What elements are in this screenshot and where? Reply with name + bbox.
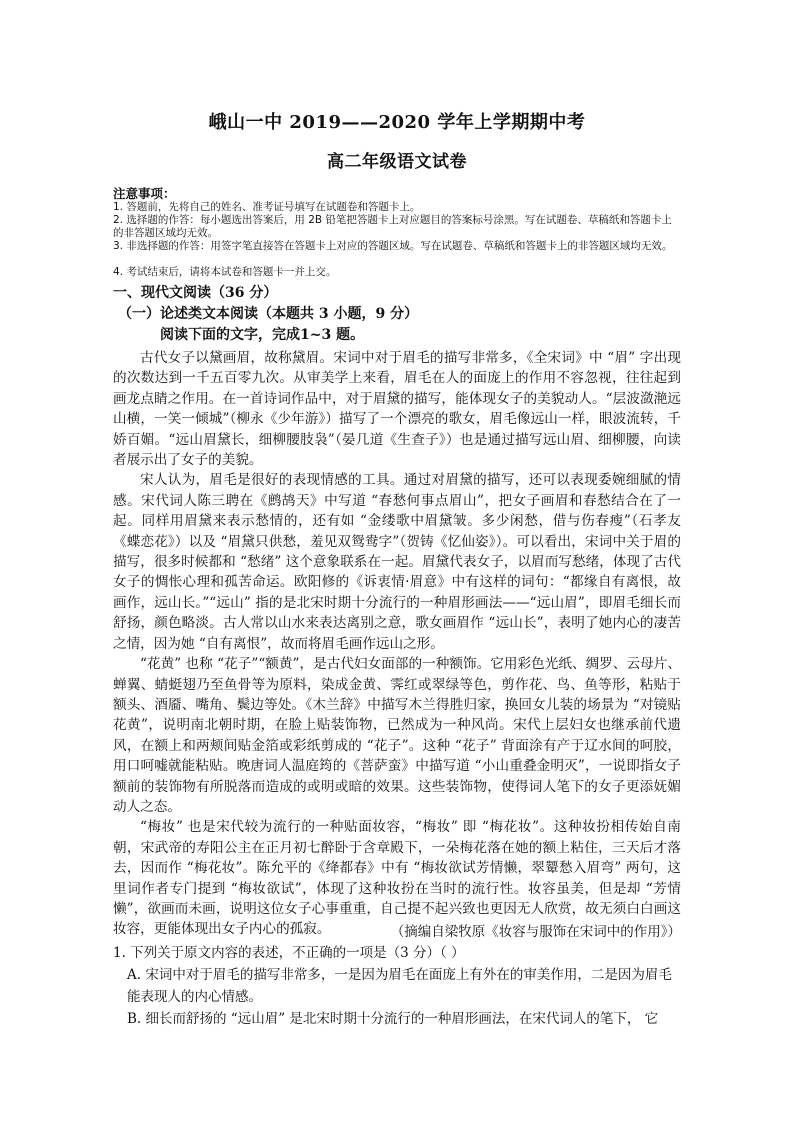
question-1-option-a: A. 宋词中对于眉毛的描写非常多，一是因为眉毛在面庞上有外在的审美作用，二是因为眉毛能表现人的内心情感。 — [127, 967, 672, 1005]
exam-subtitle: 高二年级语文试卷 — [327, 152, 467, 172]
reading-instruction: 阅读下面的文字，完成1~3 题。 — [160, 327, 365, 343]
article-paragraph-3: “花黄” 也称 “花子”“额黄”，是古代妇女面部的一种额饰。它用彩色光纸、绸罗、云母片、蝉翼、蜻蜓翅乃至鱼骨等为原料，染成金黄、霁红或翠绿等色，剪作花、鸟、鱼等形，粘贴于额头、酒靥、嘴角、鬓边等处。《木兰辞》中描写木兰得胜归家，换回女儿装的场景为 “对镜贴花黄”，说明南北朝时期，在脸上贴装饰物，已然成为一种风尚。宋代上层妇女也继承前代遗风，在额上和两颊间贴金箔或彩纸剪成的 “花子”。这种 “花子” 背面涂有产于辽水间的呵胶，用口呵嘘就能粘贴。晚唐词人温庭筠的《菩萨蛮》中描写道 “小山重叠金明灭”，一说即指女子额前的装饰物有所脱落而造成的或明或暗的效果。这些装饰物，使得词人笔下的女子更添妩媚动人之态。 — [113, 656, 681, 815]
article-paragraph-1: 古代女子以黛画眉，故称黛眉。宋词中对于眉毛的描写非常多，《全宋词》中 “眉” 字出现的次数达到一千五百零九次。从审美学上来看，眉毛在人的面庞上的作用不容忽视，往往起到画龙点睛之作用。在一首诗词作品中，对于眉黛的描写，能体现女子的美貌动人。“层波潋滟远山横，一笑一倾城”（柳永《少年游》）描写了一个漂亮的歌女，眉毛像远山一样，眼波流转，千娇百媚。“远山眉黛长，细柳腰肢袅”（晏几道《生查子》）也是通过描写远山眉、细柳腰，向读者展示出了女子的美貌。 — [113, 350, 681, 469]
notice-heading: 注意事项： — [113, 186, 176, 201]
article-source: （摘编自梁牧原《妆容与服饰在宋词中的作用》） — [390, 924, 681, 940]
article-paragraph-2: 宋人认为，眉毛是很好的表现情感的工具。通过对眉黛的描写，还可以表现委婉细腻的情感。宋代词人陈三聘在《鹧鸪天》中写道 “春愁何事点眉山”，把女子画眉和春愁结合在了一起。同样用眉黛来表示愁情的，还有如 “金缕歌中眉黛皱。多少闲愁，借与伤春瘦”（石孝友《蝶恋花》）以及 “眉黛只供愁，羞见双鸳鸯字”（贺铸《忆仙姿》）。可以看出，宋词中关于眉的描写，很多时候都和 “愁绪” 这个意象联系在一起。眉黛代表女子，以眉而写愁绪，体现了古代女子的惆怅心理和孤苦命运。欧阳修的《诉衷情·眉意》中有这样的词句：“都缘自有离恨，故画作，远山长。”“远山” 指的是北宋时期十分流行的一种眉形画法——“远山眉”，即眉毛细长而舒扬，颜色略淡。古人常以山水来表达离别之意，歌女画眉作 “远山长”，表明了她内心的凄苦之情，因为她 “自有离恨”，故而将眉毛画作远山之形。 — [113, 472, 681, 652]
question-1-option-b: B. 细长而舒扬的 “远山眉” 是北宋时期十分流行的一种眉形画法，在宋代词人的笔下， 它 — [127, 1011, 659, 1027]
question-1-stem: 1. 下列关于原文内容的表述，不正确的一项是（3 分）（ ） — [113, 945, 465, 961]
notice-item-1: 1. 答题前，先将自己的姓名、准考证号填写在试题卷和答题卡上。 — [113, 201, 421, 213]
article-body — [113, 348, 681, 940]
notice-item-2: 2. 选择题的作答：每小题选出答案后，用 2B 铅笔把答题卡上对应题目的答案标号涂黑。写在试题卷、草稿纸和答题卡上的非答题区域均无效。 — [113, 214, 672, 239]
notice-item-4: 4. 考试结束后，请将本试卷和答题卡一并上交。 — [113, 266, 337, 278]
notice-item-3: 3. 非选择题的作答：用签字笔直接答在答题卡上对应的答题区域。写在试题卷、草稿纸和答题卡上的非答题区域均无效。 — [113, 240, 673, 252]
article-paragraph-4: “梅妆” 也是宋代较为流行的一种贴面妆容，“梅妆” 即 “梅花妆”。这种妆扮相传始自南朝，宋武帝的寿阳公主在正月初七醉卧于含章殿下，一朵梅花落在她的额上粘住，三天后才落去，因而作 “梅花妆”。陈允平的《绛都春》中有 “梅妆欲试芳情懒，翠颦愁入眉弯” 两句，这里词作者专门提到 “梅妆欲试”，体现了这种妆扮在当时的流行性。妆容虽美，但是却 “芳情懒”，欲画而未画，说明这位女子心事重重，自己提不起兴致也更因无人欣赏，故无须白白画这妆容，更能体现出女子内心的孤寂。 — [113, 819, 681, 938]
exam-title: 峨山一中 2019——2020 学年上学期期中考 — [208, 112, 586, 133]
section-heading: 一、现代文阅读（36 分） — [113, 285, 278, 301]
subsection-heading: （一）论述类文本阅读（本题共 3 小题，9 分） — [118, 306, 419, 322]
